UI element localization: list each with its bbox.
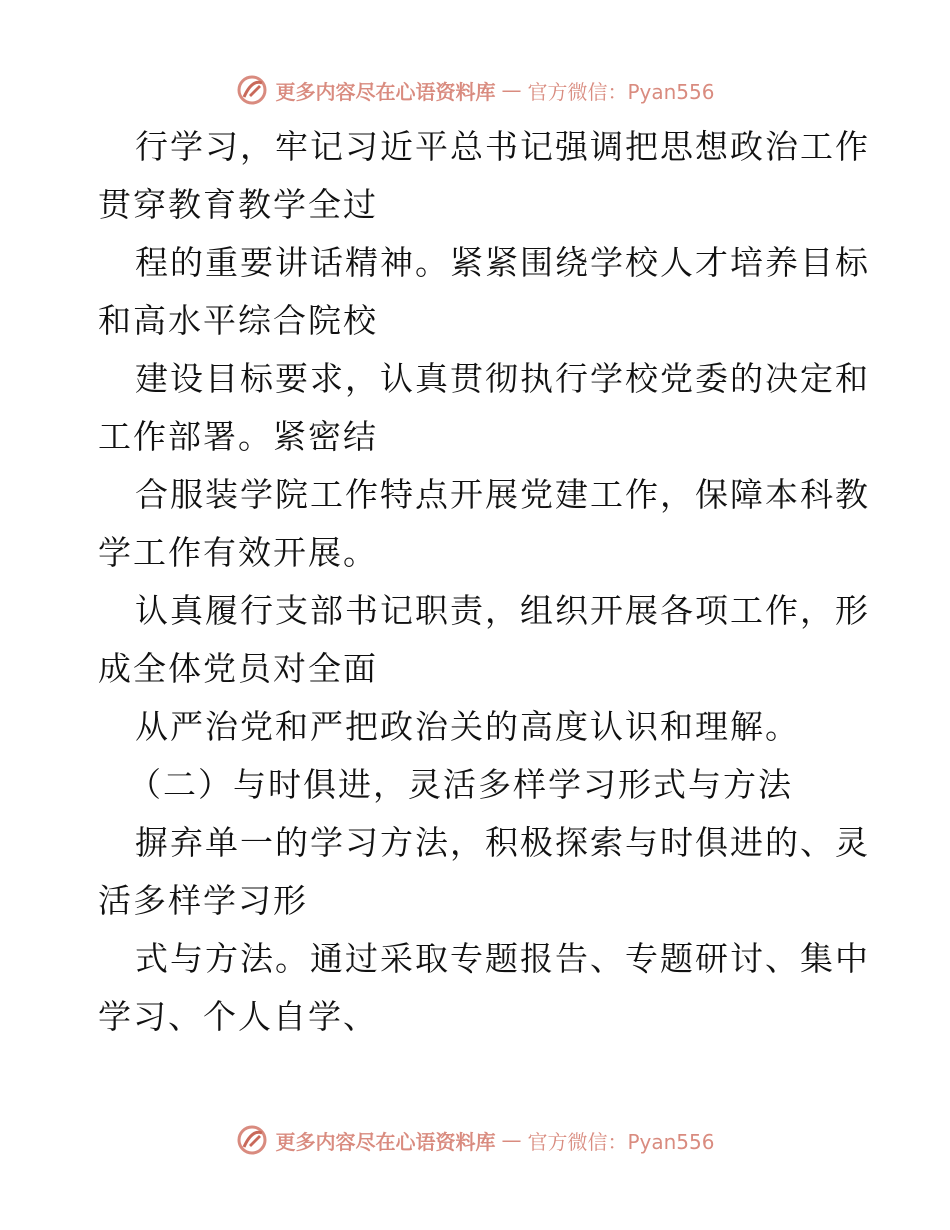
body-line: 工作部署。紧密结 [98,417,378,456]
body-line: 程的重要讲话精神。紧紧围绕学校人才培养目标 [135,243,870,282]
watermark-footer [0,1120,950,1160]
watermark-dash: — [501,1128,522,1152]
body-line: 合服装学院工作特点开展党建工作，保障本科教 [135,475,870,514]
swirl-pen-logo-icon [235,73,269,107]
body-line: 建设目标要求，认真贯彻执行学校党委的决定和 [135,359,870,398]
document-body [98,118,870,1046]
body-line: 从严治党和严把政治关的高度认识和理解。 [135,707,800,746]
watermark-header [0,70,950,110]
watermark-main-text: 更多内容尽在心语资料库 [275,1129,496,1154]
watermark-dash: — [501,78,522,102]
body-line: 成全体党员对全面 [98,649,378,688]
body-line: 摒弃单一的学习方法，积极探索与时俱进的、灵 [135,823,870,862]
watermark-sub-text: 官方微信：Pyan556 [527,79,715,104]
body-line: 和高水平综合院校 [98,301,378,340]
body-line: 贯穿教育教学全过 [98,185,378,224]
body-line: 认真履行支部书记职责，组织开展各项工作，形 [135,591,870,630]
body-line: 式与方法。通过采取专题报告、专题研讨、集中 [135,939,870,978]
body-line: 学习、个人自学、 [98,997,378,1036]
watermark-sub-text: 官方微信：Pyan556 [527,1129,715,1154]
body-line: 活多样学习形 [98,881,308,920]
body-line: 学工作有效开展。 [98,533,378,572]
section-heading: （二）与时俱进，灵活多样学习形式与方法 [128,765,793,804]
swirl-pen-logo-icon [235,1123,269,1157]
watermark-main-text: 更多内容尽在心语资料库 [275,79,496,104]
body-line: 行学习，牢记习近平总书记强调把思想政治工作 [135,127,870,166]
